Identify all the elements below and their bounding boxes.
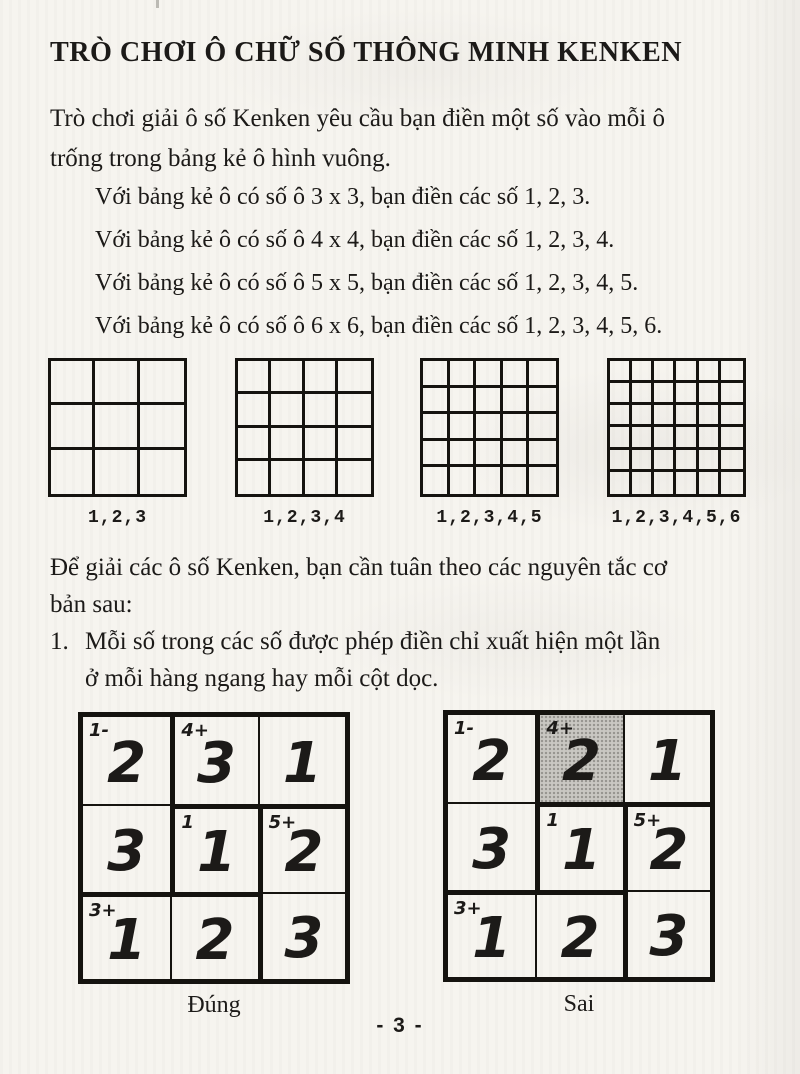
grid-cell — [632, 405, 654, 427]
grid-cell — [423, 441, 450, 468]
grid-cell — [676, 427, 698, 449]
cell-value: 1 — [197, 820, 236, 886]
intro-paragraph — [50, 99, 665, 179]
grid-cell — [699, 361, 721, 383]
grid-cell — [95, 405, 139, 449]
grid-cell — [699, 383, 721, 405]
cell-value: 2 — [284, 820, 324, 886]
grid-cell — [676, 361, 698, 383]
caption-correct: Đúng — [187, 992, 241, 1018]
grid-cell — [503, 414, 530, 441]
grid-cell — [423, 361, 450, 388]
grid-cell — [654, 383, 676, 405]
grid-cell — [632, 472, 654, 494]
grid-cell — [654, 405, 676, 427]
principle-line: Mỗi số trong các số được phép điền chỉ xuất hiện một lần — [85, 628, 661, 655]
grid-cell — [450, 388, 477, 415]
grid-cell — [503, 441, 530, 468]
kenken-cell — [623, 890, 710, 977]
grid-cell — [423, 388, 450, 415]
grid-cell — [476, 414, 503, 441]
grid-cell — [529, 467, 556, 494]
kenken-cell — [448, 890, 535, 977]
kenken-cell — [83, 892, 170, 979]
principle-line: ở mỗi hàng ngang hay mỗi cột dọc. — [85, 665, 439, 692]
grid-cell — [450, 361, 477, 388]
grid-cell — [450, 467, 477, 494]
grid-cell — [305, 461, 338, 494]
grid-cell — [476, 441, 503, 468]
grid-cell — [676, 472, 698, 494]
grid-cell — [610, 383, 632, 405]
grid-cell — [503, 388, 530, 415]
grid-cell — [529, 414, 556, 441]
grid-cell — [654, 450, 676, 472]
grid-cell — [305, 428, 338, 461]
grid-cell — [503, 361, 530, 388]
grid-cell — [476, 388, 503, 415]
grid-cell — [476, 361, 503, 388]
grid-cell — [238, 394, 271, 427]
grid-cell — [238, 428, 271, 461]
grid-cell — [423, 414, 450, 441]
grid-cell — [238, 361, 271, 394]
grid-cell — [423, 467, 450, 494]
intro-line: Trò chơi giải ô số Kenken yêu cầu bạn điền một số vào mỗi ô — [50, 105, 665, 132]
kenken-board-correct — [78, 712, 350, 984]
cage-label: 3+ — [89, 899, 117, 921]
grid-cell — [238, 461, 271, 494]
grid-cell — [51, 450, 95, 494]
cell-value: 1 — [647, 728, 687, 794]
grid-cell — [699, 405, 721, 427]
grid-numbers-label: 1,2,3 — [87, 508, 147, 528]
cage-label: 1 — [181, 812, 194, 834]
cell-value: 1 — [107, 907, 147, 973]
cell-value: 1 — [472, 905, 512, 971]
grid-4x4 — [235, 358, 374, 497]
cell-value: 3 — [107, 818, 147, 884]
grid-cell — [51, 405, 95, 449]
kenken-cell — [170, 804, 257, 891]
kenken-cell — [170, 892, 257, 979]
principles-section — [50, 549, 667, 697]
grid-cell — [529, 388, 556, 415]
grid-cell — [610, 472, 632, 494]
kenken-cell — [83, 804, 170, 891]
grid-cell — [305, 361, 338, 394]
cage-label: 1- — [454, 718, 474, 739]
kenken-cell — [258, 804, 345, 891]
grid-cell — [721, 383, 743, 405]
grid-cell — [632, 450, 654, 472]
grid-cell — [721, 427, 743, 449]
grid-cell — [699, 427, 721, 449]
size-rule-line: Với bảng kẻ ô có số ô 3 x 3, bạn điền các số 1, 2, 3. — [95, 184, 591, 210]
grid-cell — [610, 405, 632, 427]
cage-label: 1 — [546, 810, 559, 832]
grid-cell — [610, 450, 632, 472]
kenken-cell — [448, 715, 535, 802]
example-grid-5x5 — [420, 358, 559, 528]
kenken-cell — [535, 715, 622, 802]
grid-cell — [271, 361, 304, 394]
cell-value: 2 — [560, 905, 600, 971]
principle-number: 1. — [50, 628, 69, 655]
kenken-cell — [83, 717, 170, 804]
grid-cell — [699, 472, 721, 494]
grid-cell — [338, 394, 371, 427]
size-rule-line: Với bảng kẻ ô có số ô 5 x 5, bạn điền các số 1, 2, 3, 4, 5. — [95, 270, 639, 296]
cell-value: 3 — [284, 906, 324, 972]
kenken-cell — [535, 890, 622, 977]
grid-cell — [271, 394, 304, 427]
grid-cell — [654, 472, 676, 494]
kenken-cell — [623, 802, 710, 889]
cell-value: 3 — [197, 730, 236, 796]
cage-label: 1- — [89, 720, 109, 741]
kenken-cell — [448, 802, 535, 889]
cell-value: 3 — [472, 816, 512, 882]
example-grid-4x4 — [235, 358, 374, 528]
grid-cell — [450, 414, 477, 441]
grid-cell — [676, 383, 698, 405]
kenken-board-wrong — [443, 710, 715, 982]
principles-intro-line: Để giải các ô số Kenken, bạn cần tuân theo các nguyên tắc cơ — [50, 554, 668, 581]
grid-cell — [338, 361, 371, 394]
example-grid-6x6 — [607, 358, 746, 528]
size-rule-line: Với bảng kẻ ô có số ô 4 x 4, bạn điền các số 1, 2, 3, 4. — [95, 227, 615, 253]
grid-6x6 — [607, 358, 746, 497]
grid-3x3 — [48, 358, 187, 497]
grid-cell — [271, 461, 304, 494]
grid-numbers-label: 1,2,3,4,5,6 — [611, 508, 742, 528]
cell-value: 2 — [562, 728, 601, 794]
grid-cell — [271, 428, 304, 461]
example-grid-3x3 — [48, 358, 187, 528]
grid-numbers-label: 1,2,3,4,5 — [436, 508, 543, 528]
grid-cell — [721, 472, 743, 494]
grid-numbers-label: 1,2,3,4 — [263, 508, 346, 528]
principles-intro-line: bản sau: — [50, 591, 133, 618]
grid-5x5 — [420, 358, 559, 497]
cage-label: 5+ — [633, 810, 662, 832]
grid-cell — [721, 405, 743, 427]
grid-cell — [95, 450, 139, 494]
grid-cell — [699, 450, 721, 472]
cell-value: 3 — [649, 904, 689, 970]
grid-cell — [676, 405, 698, 427]
kenken-cell — [258, 892, 345, 979]
cell-value: 2 — [195, 907, 235, 973]
cell-value: 2 — [472, 728, 512, 794]
cell-value: 1 — [562, 818, 601, 884]
grid-cell — [610, 427, 632, 449]
cage-label: 4+ — [181, 720, 209, 741]
cell-value: 2 — [107, 730, 147, 796]
grid-cell — [51, 361, 95, 405]
grid-cell — [95, 361, 139, 405]
size-rules-list — [95, 176, 662, 348]
grid-cell — [140, 405, 184, 449]
kenken-cell — [623, 715, 710, 802]
caption-wrong: Sai — [563, 991, 595, 1017]
cage-label: 3+ — [454, 897, 482, 919]
grid-cell — [654, 427, 676, 449]
cell-value: 1 — [282, 730, 322, 796]
kenken-cell — [170, 717, 257, 804]
principle-item — [50, 623, 667, 697]
scan-speck — [156, 0, 159, 8]
grid-cell — [610, 361, 632, 383]
grid-cell — [529, 361, 556, 388]
cage-label: 5+ — [268, 812, 297, 834]
page-number: - 3 - — [376, 1014, 424, 1037]
grid-cell — [140, 361, 184, 405]
grid-cell — [140, 450, 184, 494]
page-title: TRÒ CHƠI Ô CHỮ SỐ THÔNG MINH KENKEN — [50, 36, 683, 68]
grid-cell — [450, 441, 477, 468]
grid-cell — [676, 450, 698, 472]
grid-cell — [529, 441, 556, 468]
cage-label: 4+ — [546, 718, 574, 739]
intro-line: trống trong bảng kẻ ô hình vuông. — [50, 145, 391, 172]
cell-value: 2 — [649, 818, 689, 884]
grid-cell — [338, 461, 371, 494]
grid-cell — [338, 428, 371, 461]
size-rule-line: Với bảng kẻ ô có số ô 6 x 6, bạn điền các số 1, 2, 3, 4, 5, 6. — [95, 313, 663, 339]
grid-cell — [632, 427, 654, 449]
kenken-cell — [535, 802, 622, 889]
grid-cell — [476, 467, 503, 494]
grid-cell — [632, 383, 654, 405]
grid-cell — [503, 467, 530, 494]
principle-text — [85, 623, 660, 697]
kenken-cell — [258, 717, 345, 804]
grid-cell — [654, 361, 676, 383]
grid-cell — [632, 361, 654, 383]
grid-cell — [305, 394, 338, 427]
grid-cell — [721, 361, 743, 383]
grid-cell — [721, 450, 743, 472]
